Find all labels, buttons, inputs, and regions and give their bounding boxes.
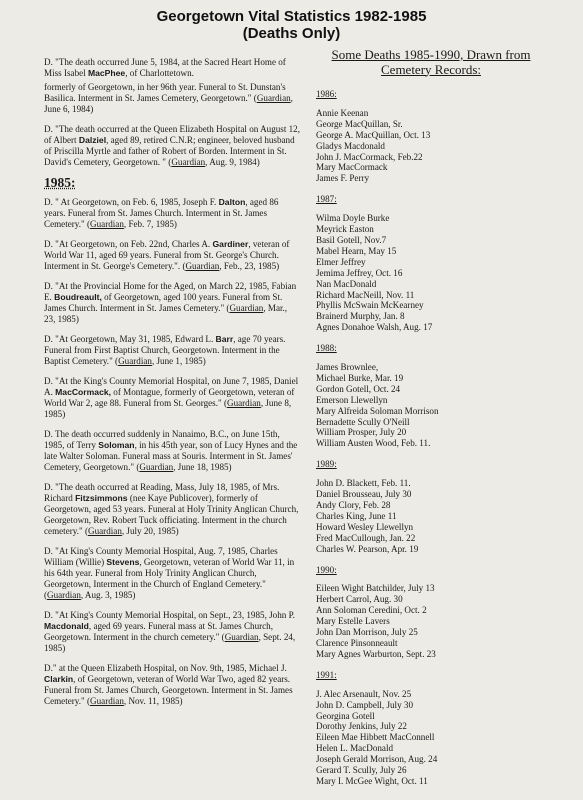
entry-text: D. "At King's County Memorial Hospital, on Sept., 23, 1985, John P. xyxy=(44,610,295,620)
list-item: William Prosper, July 20 xyxy=(316,427,407,438)
entry-text: D. "The death occurred at the Queen Elizabeth Hospital on August 12, of Albert xyxy=(44,124,300,145)
entry-text: D. "At Georgetown, on Feb. 22nd, Charles A. xyxy=(44,239,213,249)
entry-date: , Feb. 7, 1985) xyxy=(123,219,177,229)
entry-text: D. "The death occurred at Reading, Mass, July 18, 1985, of Mrs. Richard xyxy=(44,482,280,503)
list-item: Phyllis McSwain McKearney xyxy=(316,300,424,311)
deceased-name: Boudreault, xyxy=(54,292,102,302)
newspaper-source: Guardian xyxy=(118,356,152,366)
list-item: Eileen Mae Hibbett MacConnell xyxy=(316,732,435,743)
name-list xyxy=(316,478,546,554)
entry-text: D. "At the Provincial Home for the Aged, on March 22, 1985, Fabian E. xyxy=(44,281,297,302)
entries-1985 xyxy=(44,197,300,707)
deceased-name: MacPhee xyxy=(87,68,126,78)
list-item: Bernadette Scully O'Neill xyxy=(316,416,410,427)
list-item: Daniel Brousseau, July 30 xyxy=(316,489,412,500)
list-item: John D. Blackett, Feb. 11. xyxy=(316,478,411,489)
entry-text: D. " At Georgetown, on Feb. 6, 1985, Joseph F. xyxy=(44,197,219,207)
newspaper-source: Guardian xyxy=(227,398,261,408)
list-item: Mary MacCormack xyxy=(316,162,388,173)
deceased-name: Fitzsimmons xyxy=(75,493,128,503)
entry-date: , Aug. 3, 1985) xyxy=(80,590,136,600)
list-item: Gerard T. Scully, July 26 xyxy=(316,765,407,776)
death-entry xyxy=(44,57,300,79)
section-year: 1988: xyxy=(316,343,337,354)
entry-date: , June 1, 1985) xyxy=(151,356,206,366)
death-entry xyxy=(44,334,300,367)
entry-text: , aged 69 years. Funeral mass at St. James Church, Georgetown. Interment in the church cemetery." ( xyxy=(44,621,273,642)
entry-text: , veteran of World War 11, aged 69 years. Funeral from St. George's Church. Interment in St. George's Cemetery.". ( xyxy=(44,239,290,271)
entry-date: , Aug. 9, 1984) xyxy=(205,157,260,167)
death-entry xyxy=(44,197,300,230)
entry-text: of Montague, formerly of Georgetown, veteran of World War 2, age 88. Funeral from St. Georges." ( xyxy=(44,387,295,408)
entry-text: , of Georgetown, veteran of World War Two, aged 82 years. Funeral from St. James Church, Georgetown. Interment in St. James Cemetery." ( xyxy=(44,674,293,706)
newspaper-source: Guardian xyxy=(88,526,122,536)
list-item: Helen L. MacDonald xyxy=(316,743,394,754)
deceased-name: Macdonald xyxy=(44,621,89,631)
newspaper-source: Guardian xyxy=(47,590,81,600)
section-year: 1991: xyxy=(316,669,337,680)
list-item: Wilma Doyle Burke xyxy=(316,213,390,224)
list-item: George MacQuillan, Sr. xyxy=(316,118,403,129)
entry-text: , in his 45th year, son of Lucy Hynes and the late Walter Soloman. Funeral mass at Souris. Interment in St. James' Cemetery, Georgetown." ( xyxy=(44,440,298,472)
list-item: Mary Agnes Warburton, Sept. 23 xyxy=(316,648,436,659)
newspaper-source: Guardian xyxy=(229,303,264,313)
newspaper-source: Guardian xyxy=(139,462,174,472)
deceased-name: Stevens xyxy=(106,557,140,567)
entry-date: , June 6, 1984) xyxy=(44,93,293,114)
left-column xyxy=(44,57,300,716)
entry-text: , aged 86 years. Funeral from St. James Church. Interment in St. James Cemetery." ( xyxy=(44,197,279,229)
entry-date: , July 20, 1985) xyxy=(121,526,179,536)
name-list xyxy=(316,689,546,787)
list-item: Annie Keenan xyxy=(316,107,369,118)
list-item: Basil Gotell, Nov.7 xyxy=(316,234,387,245)
newspaper-source: Guardian xyxy=(90,696,124,706)
entry-date: , Mar., 23, 1985) xyxy=(44,303,288,324)
list-item: Richard MacNeill, Nov. 11 xyxy=(316,289,415,300)
entry-text: D. "The death occurred June 5, 1984, at the Sacred Heart Home of Miss Isabel xyxy=(44,57,286,78)
list-item: Clarence Pinsonneault xyxy=(316,637,398,648)
deceased-name: Clarkin xyxy=(44,674,74,684)
entry-text: D. "At Georgetown, May 31, 1985, Edward L. xyxy=(44,334,216,344)
death-entry xyxy=(44,239,300,272)
entry-date: , Nov. 11, 1985) xyxy=(123,696,183,706)
list-item: Gladys Macdonald xyxy=(316,140,385,151)
list-item: Joseph Gerald Morrison, Aug. 24 xyxy=(316,754,438,765)
newspaper-source: Guardian xyxy=(256,93,291,103)
entry-text: , age 70 years. Funeral from First Baptist Church, Georgetown. Interment in the Baptist Cemetery." ( xyxy=(44,334,286,366)
newspaper-source: Guardian xyxy=(185,261,220,271)
list-item: Herbert Carrol, Aug. 30 xyxy=(316,594,403,605)
death-entry xyxy=(44,281,300,325)
entry-date: , Feb., 23, 1985) xyxy=(219,261,280,271)
newspaper-source: Guardian xyxy=(171,157,206,167)
deceased-name: Dalziel xyxy=(78,135,107,145)
section-year: 1989: xyxy=(316,459,337,470)
death-entry xyxy=(44,124,300,168)
list-item: Howard Wesley Llewellyn xyxy=(316,521,414,532)
entry-text: D." at the Queen Elizabeth Hospital, on Nov. 9th, 1985, Michael J. xyxy=(44,663,287,673)
section-year: 1986: xyxy=(316,89,337,99)
deceased-name: Soloman xyxy=(98,440,135,450)
entry-text: D. "At the King's County Memorial Hospital, on June 7, 1985, Daniel A. xyxy=(44,376,299,397)
death-entry xyxy=(44,429,300,473)
list-item: Mary Estelle Lavers xyxy=(316,616,390,627)
list-item: Brainerd Murphy, Jan. 8 xyxy=(316,311,405,322)
entry-text: D. The death occurred suddenly in Nanaimo, B.C., on June 15th, 1985, of Terry xyxy=(44,429,280,450)
name-list xyxy=(316,362,546,449)
year-heading: 1985: xyxy=(44,175,76,190)
list-item: Andy Clory, Feb. 28 xyxy=(316,500,391,510)
list-item: Eileen Wight Batchilder, July 13 xyxy=(316,583,435,594)
list-item: Elmer Jeffrey xyxy=(316,256,366,267)
death-entry xyxy=(44,82,300,115)
entry-text: D. "At King's County Memorial Hospital, Aug. 7, 1985, Charles William (Willie) xyxy=(44,546,278,567)
deceased-name: Dalton xyxy=(218,197,246,207)
deceased-name: Gardiner xyxy=(212,239,249,249)
list-item: James Brownlee, xyxy=(316,362,379,373)
list-item: Emerson Llewellyn xyxy=(316,394,388,405)
list-item: Georgina Gotell xyxy=(316,710,375,721)
list-item: Mary Alfreida Soloman Morrison xyxy=(316,405,439,416)
entry-text: , Georgetown, veteran of World War 11, in his 64th year. Funeral from Holy Trinity Anglican Church, Georgetown, Interment in the Church of England Cemetery." ( xyxy=(44,557,295,600)
section-year: 1990: xyxy=(316,564,337,575)
list-item: Charles W. Pearson, Apr. 19 xyxy=(316,543,419,554)
list-item: William Austen Wood, Feb. 11. xyxy=(316,438,431,449)
list-item: George A. MacQuillan, Oct. 13 xyxy=(316,129,431,140)
list-item: Gordon Gotell, Oct. 24 xyxy=(316,383,401,394)
deceased-name: Barr xyxy=(215,334,234,344)
list-item: Nan MacDonald xyxy=(316,278,377,289)
list-item: Agnes Donahoe Walsh, Aug. 17 xyxy=(316,322,433,333)
newspaper-source: Guardian xyxy=(224,632,259,642)
list-item: Mabel Hearn, May 15 xyxy=(316,245,397,256)
list-item: Michael Burke, Mar. 19 xyxy=(316,372,404,383)
list-item: John Dan Morrison, July 25 xyxy=(316,627,418,638)
intro-entries xyxy=(44,57,300,168)
entry-date: , Sept. 24, 1985) xyxy=(44,632,296,653)
list-item: Jemima Jeffrey, Oct. 16 xyxy=(316,267,403,278)
list-item: J. Alec Arsenault, Nov. 25 xyxy=(316,688,412,699)
list-item: Charles King, June 11 xyxy=(316,510,397,521)
list-item: Ann Soloman Ceredini, Oct. 2 xyxy=(316,605,427,616)
entry-text: of Georgetown, aged 100 years. Funeral from St. James Church. Interment in St. James Cemetery." ( xyxy=(44,292,283,313)
deceased-name: MacCormack, xyxy=(55,387,112,397)
list-item: James F. Perry xyxy=(316,173,370,184)
list-item: Meyrick Easton xyxy=(316,224,374,235)
right-column xyxy=(316,48,546,797)
page-title: Georgetown Vital Statistics 1982-1985 (Deaths Only) xyxy=(156,8,427,42)
entry-text: , aged 89, retired C.N.R; engineer, beloved husband of Priscilla Myrtle and father of Robert of Borden. Interment in St. David's Cemetery, Georgetown. " ( xyxy=(44,135,295,167)
death-entry xyxy=(44,610,300,654)
entry-text: formerly of Georgetown, in her 96th year. Funeral to St. Dunstan's Basilica. Interment in St. James Cemetery, Georgetown." ( xyxy=(44,82,286,103)
death-entry xyxy=(44,482,300,537)
section-year: 1987: xyxy=(316,194,337,205)
cemetery-sections xyxy=(316,89,546,787)
list-item: John J. MacCormack, Feb.22 xyxy=(316,151,423,162)
entry-text: , of Charlottetown. xyxy=(125,68,194,78)
name-list xyxy=(316,108,546,184)
list-item: Fred MacCullough, Jan. 22 xyxy=(316,532,416,543)
name-list xyxy=(316,583,546,659)
name-list xyxy=(316,213,546,333)
death-entry xyxy=(44,376,300,420)
entry-text: (nee Kaye Publicover), formerly of Georgetown, aged 53 years. Funeral at Holy Trinity Anglican Church, Georgetown, Rev. Robert Tuck officiating. Interment in the church cemetery." ( xyxy=(44,493,299,536)
list-item: John D. Campbell, July 30 xyxy=(316,699,413,710)
entry-date: , June 18, 1985) xyxy=(173,462,232,472)
newspaper-source: Guardian xyxy=(90,219,124,229)
cemetery-records-title: Some Deaths 1985-1990, Drawn from Cemetery Records: xyxy=(331,47,531,77)
death-entry xyxy=(44,546,300,601)
entry-date: , June 8, 1985) xyxy=(44,398,292,419)
death-entry xyxy=(44,663,300,707)
list-item: Mary I. McGee Wight, Oct. 11 xyxy=(316,775,428,786)
list-item: Dorothy Jenkins, July 22 xyxy=(316,721,407,732)
